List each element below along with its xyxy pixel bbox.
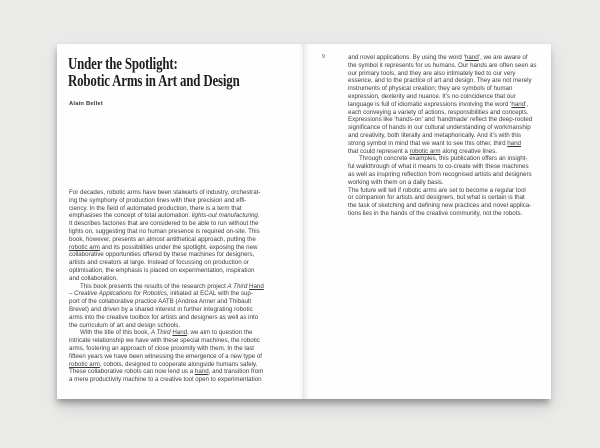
- text-line: [348, 77, 548, 85]
- text-line: [348, 194, 548, 202]
- text-segment: each conveying a variety of actions, responsibilities and concepts.: [348, 108, 529, 116]
- text-segment: artists and creators at large. Instead of focussing on production or: [69, 259, 249, 267]
- text-line: [348, 116, 548, 124]
- text-segment: The future will tell if robotic arms are set to become a regular tool: [348, 186, 526, 194]
- text-line: [348, 171, 548, 179]
- text-segment: our primary tools, and they are also intimately tied to our very: [348, 69, 516, 77]
- text-segment: For decades, robotic arms have been stalwarts of industry, orchestrat-: [69, 189, 261, 196]
- text-segment: that could represent a: [348, 147, 410, 155]
- text-segment: and its possibilities under the spotlight, exposing the new: [99, 243, 258, 251]
- text-segment: Through concrete examples, this publication offers an insight-: [359, 155, 528, 163]
- text-segment: These collaborative robots can now lend us a: [69, 368, 195, 376]
- text-segment: arms into the creative toolbox for artists and designers as well as into: [69, 313, 259, 321]
- text-segment: ’, we are aware of: [478, 54, 528, 61]
- text-segment: Hand: [172, 329, 188, 337]
- text-line: [69, 267, 297, 275]
- text-segment: robotic arm: [69, 243, 100, 251]
- text-segment: hand: [464, 54, 479, 61]
- text-line: [69, 212, 297, 220]
- right-page: [304, 44, 551, 399]
- text-line: [69, 283, 297, 291]
- text-segment: hand: [511, 100, 526, 108]
- page-title-line1: Under the Spotlight:: [68, 54, 178, 73]
- text-segment: the curriculum of art and design schools.: [69, 321, 181, 329]
- text-line: [348, 124, 548, 132]
- text-segment: , initiated at ECAL with the sup-: [166, 290, 253, 298]
- text-segment: –: [69, 290, 75, 298]
- text-line: [348, 179, 548, 187]
- text-segment: optimisation, the emphasis is placed on experimentation, inspiration: [69, 266, 255, 274]
- text-segment: book, however, presents an almost antithetical approach, putting the: [69, 235, 256, 243]
- page-number: 9: [322, 54, 325, 60]
- right-page-body-text: [348, 54, 548, 218]
- text-line: [348, 70, 548, 78]
- text-segment: arms, fostering an approach of close proximity with them. In the last: [69, 344, 255, 352]
- text-segment: robotic arm: [69, 360, 100, 368]
- text-line: [348, 155, 548, 163]
- text-line: [69, 275, 297, 283]
- text-line: [69, 290, 297, 298]
- text-segment: port of the collaborative practice AATB (Andrea Anner and Thibault: [69, 298, 252, 306]
- text-segment: working with them on a daily basis.: [348, 178, 444, 186]
- text-line: [69, 368, 297, 376]
- text-line: [69, 189, 297, 197]
- text-segment: intricate relationship we have with these special machines, the robotic: [69, 337, 260, 345]
- text-segment: lights-out manufacturing: [191, 212, 258, 220]
- author-name: Alain Bellet: [69, 101, 103, 107]
- text-line: [348, 62, 548, 70]
- text-segment: With the title of this book,: [80, 329, 151, 337]
- text-segment: Hand: [249, 282, 264, 290]
- text-segment: fifteen years we have been witnessing the emergence of a new type of: [69, 352, 262, 360]
- text-line: [69, 337, 297, 345]
- text-line: [69, 322, 297, 330]
- text-segment: language is full of idiomatic expressions involving the word ‘: [348, 100, 512, 108]
- text-line: [69, 236, 297, 244]
- text-segment: A Third: [227, 282, 248, 290]
- text-line: [69, 244, 297, 252]
- text-line: [69, 306, 297, 314]
- text-segment: and novel applications. By using the word ‘: [348, 54, 465, 61]
- text-segment: a mere productivity machine to a creative tool open to experimentation: [69, 376, 262, 384]
- text-segment: collaborative opportunities offered by these machines for designers,: [69, 251, 255, 259]
- text-segment: the symbol it represents for us humans. Our hands are often seen as: [348, 61, 537, 69]
- text-segment: ’,: [525, 100, 529, 108]
- text-segment: hand: [507, 139, 521, 147]
- left-page: [57, 44, 304, 399]
- text-segment: and collaboration.: [69, 274, 118, 282]
- text-segment: hand: [194, 368, 209, 376]
- text-segment: along creative lines.: [440, 147, 497, 155]
- text-line: [69, 228, 297, 236]
- text-line: [69, 376, 297, 384]
- text-segment: or companion for artists and designers, but what is certain is that: [348, 194, 525, 202]
- text-segment: as well as inspiring reflection from recognised artists and designers: [348, 170, 532, 178]
- text-line: [69, 251, 297, 259]
- page-title-line2: Robotic Arms in Art and Design: [68, 71, 240, 90]
- text-segment: emphasises the concept of total automation:: [69, 212, 192, 220]
- text-segment: significance of hands in our cultural understanding of workmanship: [348, 124, 531, 132]
- text-segment: essence, and to the practice of art and design. They are not merely: [348, 77, 532, 85]
- text-line: [69, 345, 297, 353]
- text-line: [69, 329, 297, 337]
- text-segment: lights on, suggesting that no human presence is required on-site. This: [69, 227, 260, 235]
- text-line: [69, 298, 297, 306]
- text-segment: strong symbol in mind that we want to see this other, third: [348, 139, 508, 147]
- text-line: [69, 353, 297, 361]
- text-line: [348, 148, 548, 156]
- text-segment: Expressions like ‘hands-on’ and ‘handmade’ reflect the deep-rooted: [348, 116, 533, 124]
- left-page-body-text: [69, 189, 297, 384]
- text-line: [348, 85, 548, 93]
- text-line: [69, 259, 297, 267]
- text-line: [348, 163, 548, 171]
- text-line: [348, 93, 548, 101]
- text-segment: expression, dexterity and nuance. It’s no coincidence that our: [348, 92, 516, 100]
- text-line: [69, 314, 297, 322]
- text-line: [69, 205, 297, 213]
- text-segment: instruments of physical creation; they are symbols of human: [348, 85, 513, 93]
- text-segment: , and transition from: [208, 368, 264, 376]
- text-line: [348, 210, 548, 218]
- text-segment: Brevet) and driven by a shared interest in further integrating robotic: [69, 305, 253, 313]
- book-spread: [57, 44, 549, 399]
- text-segment: A Third: [150, 329, 171, 337]
- text-line: [348, 202, 548, 210]
- text-line: [348, 101, 548, 109]
- text-segment: ing the symphony of production lines with their precision and effi-: [69, 196, 247, 204]
- text-line: [348, 140, 548, 148]
- text-segment: tions lies in the hands of the creative community, not the robots.: [348, 209, 523, 217]
- text-line: [348, 109, 548, 117]
- text-segment: .: [257, 212, 260, 220]
- text-segment: ful walkthrough of what it means to co-create with these machines: [348, 163, 529, 171]
- text-segment: robotic arm: [409, 147, 441, 155]
- text-line: [69, 197, 297, 205]
- text-line: [348, 187, 548, 195]
- text-line: [348, 54, 548, 62]
- text-segment: Creative Applications for Robotics: [74, 290, 167, 298]
- text-line: [348, 132, 548, 140]
- text-segment: , cobots, designed to cooperate alongside humans safely.: [99, 360, 258, 368]
- text-segment: It describes factories that are considered to be able to run without the: [69, 220, 259, 228]
- text-segment: ciency. In the field of automated production, there is a term that: [69, 204, 242, 212]
- text-line: [69, 220, 297, 228]
- text-segment: This book presents the results of the research project: [80, 282, 228, 290]
- text-segment: and creativity, both literally and metaphorically. And it’s with this: [348, 131, 521, 139]
- text-line: [69, 361, 297, 369]
- page-title: [68, 55, 240, 89]
- text-segment: the task of sketching and defining new practices and novel applica-: [348, 202, 532, 210]
- text-segment: , we aim to question the: [187, 329, 253, 337]
